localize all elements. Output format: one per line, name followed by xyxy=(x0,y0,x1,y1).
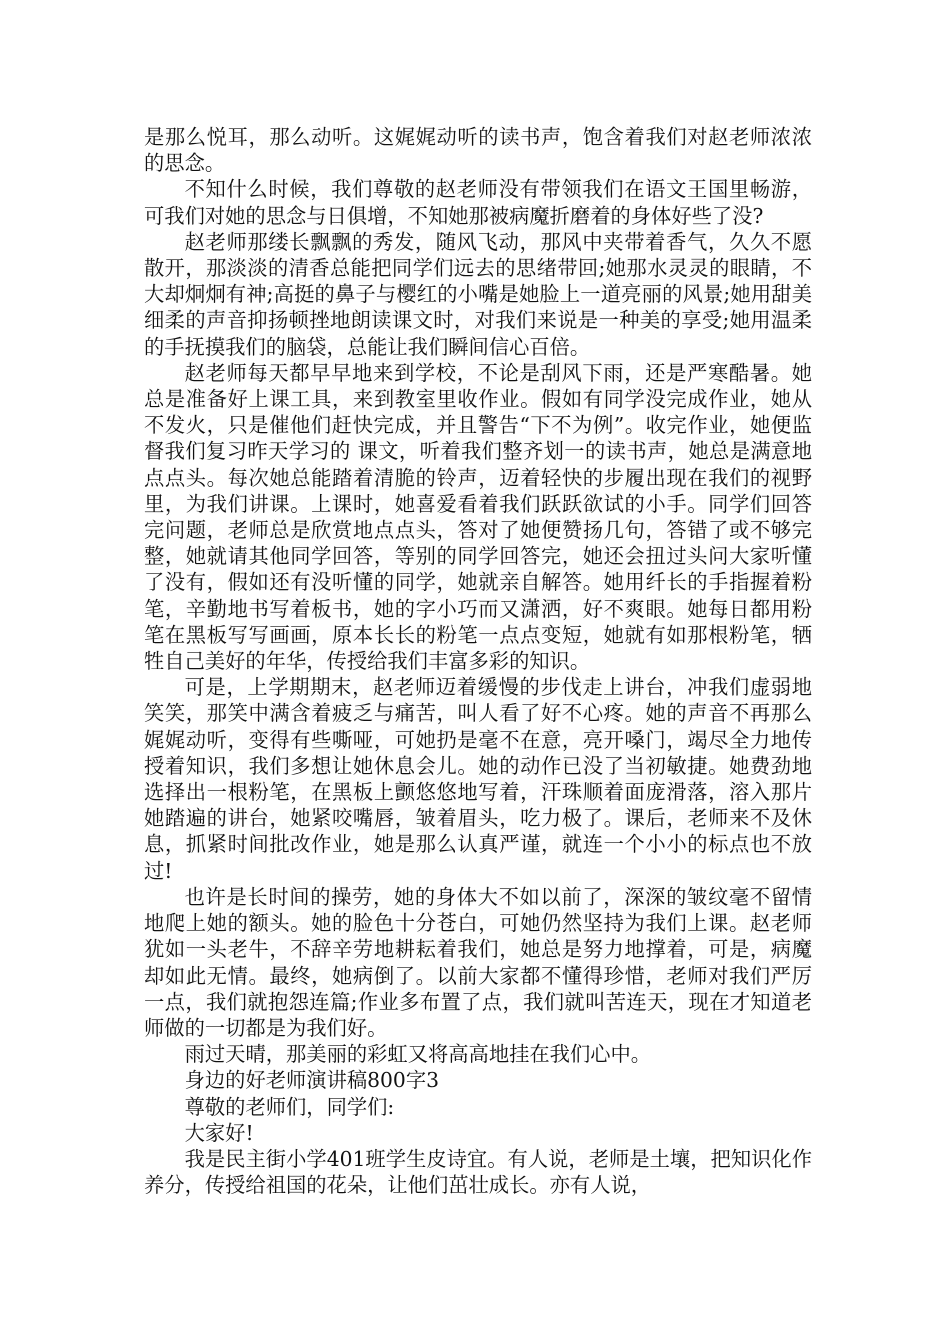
salutation: 尊敬的老师们，同学们: xyxy=(184,1094,395,1119)
paragraph-1: 是那么悦耳，那么动听。这娓娓动听的读书声，饱含着我们对赵老师浓浓的思念。 xyxy=(144,125,812,176)
paragraph-4: 赵老师每天都早早地来到学校，不论是刮风下雨，还是严寒酷暑。她总是准备好上课工具，来到教室里收作业。假如有同学没完成作业，她从不发火，只是催他们赶快完成，并且警告“下不为例”。收完作业，她便监督我们复习昨天学习的 课文，听着我们整齐划一的读书声，她总是满意地点点头。每次她总能踏着清脆的铃声，迈着轻快的步履出现在我们的视野里，为我们讲课。上课时，她喜爱看着我们跃跃欲试的小手。同学们回答完问题，老师总是欣赏地点点头，答对了她便赞扬几句，答错了或不够完整，她就请其他同学回答，等别的同学回答完，她还会扭过头问大家听懂了没有，假如还有没听懂的同学，她就亲自解答。她用纤长的手指握着粉笔，辛勤地书写着板书，她的字小巧而又潇洒，好不爽眼。她每日都用粉笔在黑板写写画画，原本长长的粉笔一点点变短，她就有如那根粉笔，牺牲自己美好的年华，传授给我们丰富多彩的知识。 xyxy=(144,360,812,674)
paragraph-3: 赵老师那缕长飘飘的秀发，随风飞动，那风中夹带着香气，久久不愿散开，那淡淡的清香总能把同学们远去的思绪带回;她那水灵灵的眼睛，不大却炯炯有神;高挺的鼻子与樱红的小嘴是她脸上一道亮丽的风景;她用甜美细柔的声音抑扬顿挫地朗读课文时，对我们来说是一种美的享受;她用温柔的手抚摸我们的脑袋，总能让我们瞬间信心百倍。 xyxy=(144,229,812,359)
paragraph-11: 我是民主街小学401班学生皮诗宜。有人说，老师是土壤，把知识化作养分，传授给祖国的花朵，让他们茁壮成长。亦有人说， xyxy=(144,1146,812,1198)
paragraph-2: 不知什么时候，我们尊敬的赵老师没有带领我们在语文王国里畅游，可我们对她的思念与日俱增，不知她那被病魔折磨着的身体好些了没? xyxy=(144,177,812,228)
paragraph-5: 可是，上学期期末，赵老师迈着缓慢的步伐走上讲台，冲我们虚弱地笑笑，那笑中满含着疲乏与痛苦，叫人看了好不心疼。她的声音不再那么娓娓动听，变得有些嘶哑，可她扔是毫不在意，亮开嗓门，竭尽全力地传授着知识，我们多想让她休息会儿。她的动作已没了当初敏捷。她费劲地选择出一根粉笔，在黑板上颤悠悠地写着，汗珠顺着面庞滑落，溶入那片她踏遍的讲台，她紧咬嘴唇，皱着眉头，吃力极了。课后，老师来不及休息，抓紧时间批改作业，她是那么认真严谨，就连一个小小的标点也不放过! xyxy=(144,675,812,883)
paragraph-7: 雨过天晴，那美丽的彩虹又将高高地挂在我们心中。 xyxy=(184,1042,652,1067)
document-body xyxy=(144,124,812,1198)
section-title: 身边的好老师演讲稿800字3 xyxy=(184,1068,440,1093)
paragraph-6: 也许是长时间的操劳，她的身体大不如以前了，深深的皱纹毫不留情地爬上她的额头。她的脸色十分苍白，可她仍然坚持为我们上课。赵老师犹如一头老牛，不辞辛劳地耕耘着我们，她总是努力地撑着，可是，病魔却如此无情。最终，她病倒了。以前大家都不懂得珍惜，老师对我们严厉一点，我们就抱怨连篇;作业多布置了点，我们就叫苦连天，现在才知道老师做的一切都是为我们好。 xyxy=(144,884,812,1040)
greeting: 大家好! xyxy=(184,1120,254,1145)
